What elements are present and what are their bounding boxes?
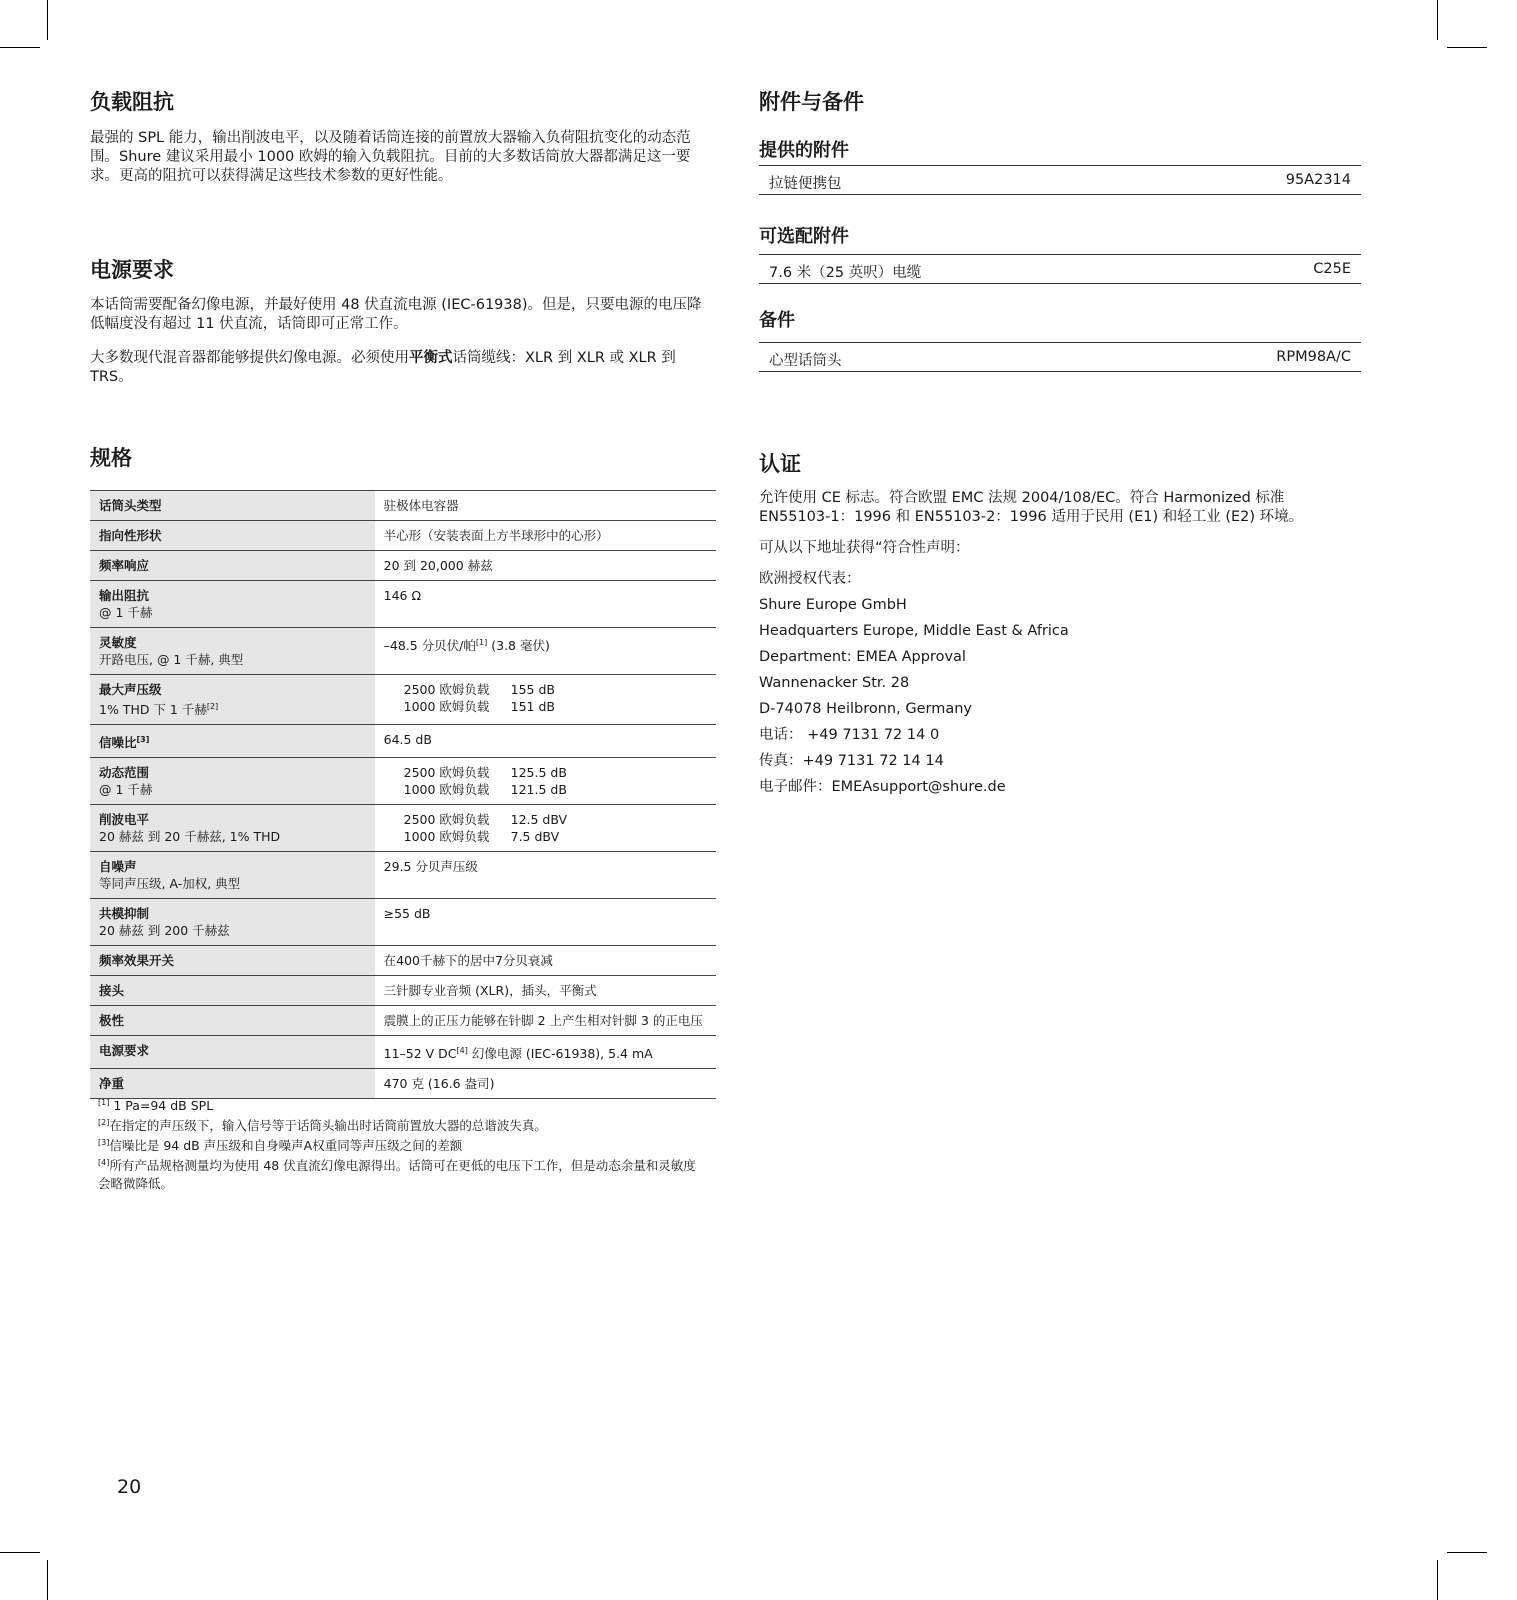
spec-key-cell	[90, 1006, 375, 1036]
spec-value-cell	[375, 491, 716, 521]
load-label: 2500 欧姆负载	[403, 765, 490, 781]
spec-value: 震膜上的正压力能够在针脚 2 上产生相对针脚 3 的正电压	[383, 1013, 703, 1029]
accessory-name: 7.6 米（25 英呎）电缆	[769, 265, 922, 281]
load-value: 121.5 dB	[510, 782, 567, 798]
spec-key	[99, 811, 366, 828]
spec-value-cell	[375, 521, 716, 551]
address-line: 传真：+49 7131 72 14 14	[759, 753, 944, 769]
spec-key	[99, 731, 366, 751]
spec-key	[99, 557, 366, 574]
spec-value: 470 克 (16.6 盎司)	[383, 1076, 495, 1092]
spec-key-text: 动态范围	[99, 765, 150, 781]
spec-key	[99, 681, 366, 698]
spec-value-cell	[375, 725, 716, 758]
spec-key-text: 接头	[99, 983, 125, 999]
spec-key-text: 灵敏度	[99, 635, 137, 650]
spec-key-condition	[99, 781, 366, 798]
accessories-heading: 附件与备件	[759, 90, 864, 114]
spec-key-cell	[90, 521, 375, 551]
spec-key-text: 输出阻抗	[99, 588, 150, 603]
spec-load-row	[384, 811, 707, 828]
spec-value: 驻极体电容器	[383, 498, 459, 513]
spec-key-text: 信噪比	[99, 735, 137, 751]
spec-key	[99, 1075, 366, 1092]
footnote-mark: [3]	[98, 1138, 110, 1148]
spec-value-cell	[375, 976, 716, 1006]
spec-key-cell	[90, 675, 375, 725]
spec-row	[90, 491, 716, 521]
accessory-name: 心型话筒头	[769, 353, 842, 369]
accessory-code: RPM98A/C	[1276, 349, 1351, 365]
crop-mark	[0, 1552, 40, 1553]
spec-row	[90, 946, 716, 976]
footnote-mark: [1]	[98, 1098, 110, 1107]
crop-mark	[1437, 0, 1438, 40]
crop-mark	[47, 1560, 48, 1600]
spec-row	[90, 852, 716, 899]
spec-key-text: 最大声压级	[99, 682, 162, 697]
load-value: 12.5 dBV	[510, 812, 568, 828]
footnote-mark: [4]	[456, 1046, 468, 1056]
spec-value-cell	[375, 628, 716, 675]
spec-value-cell	[375, 852, 716, 899]
accessory-name: 拉链便携包	[769, 176, 842, 192]
spec-key-cell	[90, 946, 375, 976]
spec-value: 半心形（安装表面上方半球形中的心形）	[383, 528, 609, 543]
spec-key-cell	[90, 805, 375, 852]
spec-key-condition-text: @ 1 千赫	[99, 605, 153, 620]
accessory-row	[759, 165, 1361, 195]
footnote-text: 1 Pa=94 dB SPL	[109, 1098, 214, 1114]
parts-heading: 备件	[759, 310, 795, 331]
accessory-row	[759, 254, 1361, 284]
crop-mark	[1447, 47, 1487, 48]
spec-key-text: 极性	[99, 1013, 125, 1029]
spec-row	[90, 628, 716, 675]
power-heading: 电源要求	[90, 258, 174, 282]
spec-load-row	[384, 781, 707, 798]
spec-key-text: 电源要求	[99, 1043, 150, 1059]
power-body-1: 本话筒需要配备幻像电源，并最好使用 48 伏直流电源 (IEC-61938)。但是，只要电源的电压降低幅度没有超过 11 伏直流，话筒即可正常工作。	[90, 297, 702, 332]
power-body-2-post: 话筒缆线：XLR 到 XLR 或 XLR 到 TRS。	[90, 350, 676, 385]
spec-row	[90, 725, 716, 758]
spec-value-cell	[375, 899, 716, 946]
load-impedance-heading: 负载阻抗	[90, 90, 174, 114]
spec-key	[99, 1042, 366, 1059]
spec-key-text: 共模抑制	[99, 906, 150, 922]
spec-key-cell	[90, 1036, 375, 1069]
cert-heading: 认证	[759, 452, 801, 476]
spec-row	[90, 976, 716, 1006]
footnote-mark: [4]	[98, 1158, 110, 1168]
spec-key-cell	[90, 491, 375, 521]
address-line: Wannenacker Str. 28	[759, 675, 910, 691]
spec-row	[90, 758, 716, 805]
footnote-mark: [3]	[136, 735, 150, 745]
cert-body-2: 可从以下地址获得“符合性声明：	[759, 540, 970, 556]
spec-row	[90, 675, 716, 725]
spec-key-text: 自噪声	[99, 859, 137, 875]
spec-value-cell	[375, 581, 716, 628]
spec-value-suffix: 幻像电源 (IEC-61938), 5.4 mA	[467, 1046, 653, 1062]
spec-value: ≥55 dB	[383, 906, 431, 922]
spec-value: 11–52 V DC	[383, 1046, 457, 1062]
accessory-row	[759, 342, 1361, 372]
spec-table	[90, 490, 716, 1099]
address-block	[759, 566, 1359, 800]
spec-row	[90, 899, 716, 946]
spec-key-condition	[99, 875, 366, 892]
address-line: Shure Europe GmbH	[759, 597, 907, 613]
spec-key-condition-text: 开路电压, @ 1 千赫, 典型	[99, 652, 244, 667]
crop-mark	[1437, 1560, 1438, 1600]
spec-key	[99, 634, 366, 651]
accessory-code: C25E	[1313, 261, 1351, 277]
spec-key-condition-text: 1% THD 下 1 千赫	[99, 702, 207, 718]
spec-value: 146 Ω	[383, 588, 422, 603]
address-line: Department: EMEA Approval	[759, 649, 966, 665]
spec-value-suffix: (3.8 毫伏)	[487, 638, 550, 654]
address-line: Headquarters Europe, Middle East & Africa	[759, 623, 1069, 639]
spec-value-cell	[375, 1036, 716, 1069]
spec-key	[99, 527, 366, 544]
power-body-2	[90, 349, 690, 387]
spec-key-cell	[90, 628, 375, 675]
supplied-accessories-heading: 提供的附件	[759, 140, 849, 161]
accessory-code: 95A2314	[1285, 172, 1351, 188]
spec-key	[99, 952, 366, 969]
footnote	[98, 1094, 708, 1114]
spec-row	[90, 521, 716, 551]
spec-key-text: 频率响应	[99, 558, 150, 573]
load-label: 2500 欧姆负载	[403, 812, 490, 828]
spec-load-row	[384, 764, 707, 781]
spec-key-text: 削波电平	[99, 812, 150, 828]
crop-mark	[47, 0, 48, 40]
spec-value-cell	[375, 946, 716, 976]
spec-key-condition-text: @ 1 千赫	[99, 782, 153, 798]
spec-key	[99, 905, 366, 922]
spec-key	[99, 764, 366, 781]
spec-key-cell	[90, 852, 375, 899]
spec-key-text: 话筒头类型	[99, 498, 162, 513]
spec-row	[90, 805, 716, 852]
spec-key-cell	[90, 725, 375, 758]
load-label: 1000 欧姆负载	[403, 699, 490, 714]
spec-load-row	[384, 681, 707, 698]
power-body-2-bold: 平衡式	[409, 350, 453, 366]
spec-key-cell	[90, 551, 375, 581]
spec-row	[90, 551, 716, 581]
spec-key-text: 净重	[99, 1076, 125, 1092]
spec-footnotes	[98, 1094, 708, 1192]
crop-mark	[1447, 1552, 1487, 1553]
load-label: 1000 欧姆负载	[403, 782, 490, 798]
spec-key-condition	[99, 828, 366, 845]
load-value: 125.5 dB	[510, 765, 567, 781]
spec-row	[90, 1036, 716, 1069]
address-line: 电子邮件：EMEAsupport@shure.de	[759, 779, 1006, 795]
footnote-mark: [2]	[98, 1118, 110, 1128]
spec-load-row	[384, 828, 707, 845]
spec-key-condition-text: 等同声压级, A-加权, 典型	[99, 876, 241, 892]
spec-value: 在400千赫下的居中7分贝衰减	[383, 953, 553, 969]
spec-key-condition-text: 20 赫兹 到 20 千赫兹, 1% THD	[99, 829, 281, 845]
load-value: 155 dB	[510, 682, 555, 697]
address-line: 电话： +49 7131 72 14 0	[759, 727, 940, 743]
spec-value: 29.5 分贝声压级	[383, 859, 478, 875]
spec-value: –48.5 分贝伏/帕	[383, 638, 476, 654]
spec-key-condition-text: 20 赫兹 到 200 千赫兹	[99, 923, 230, 939]
spec-value: 20 到 20,000 赫兹	[383, 558, 493, 573]
spec-key-cell	[90, 976, 375, 1006]
spec-key-condition	[99, 698, 366, 718]
spec-key-text: 指向性形状	[99, 528, 162, 543]
spec-value: 三针脚专业音频 (XLR)，插头，平衡式	[383, 983, 597, 999]
footnote	[98, 1114, 708, 1134]
spec-key	[99, 587, 366, 604]
footnote	[98, 1154, 708, 1191]
optional-accessories-heading: 可选配附件	[759, 226, 849, 247]
spec-key-text: 频率效果开关	[99, 953, 175, 969]
load-impedance-body: 最强的 SPL 能力，输出削波电平，以及随着话筒连接的前置放大器输入负荷阻抗变化的动态范围。Shure 建议采用最小 1000 欧姆的输入负载阻抗。目前的大多数话筒放大器都满足这一要求。更高的阻抗可以获得满足这些技术参数的更好性能。	[90, 130, 691, 184]
footnote-text: 在指定的声压级下，输入信号等于话筒头输出时话筒前置放大器的总谐波失真。	[109, 1118, 547, 1134]
spec-key-cell	[90, 899, 375, 946]
footnote-text: 所有产品规格测量均为使用 48 伏直流幻像电源得出。话筒可在更低的电压下工作，但是动态余量和灵敏度会略微降低。	[98, 1158, 696, 1191]
spec-heading: 规格	[90, 446, 132, 470]
spec-value-cell	[375, 551, 716, 581]
spec-row	[90, 581, 716, 628]
cert-section	[759, 489, 1359, 800]
spec-key	[99, 982, 366, 999]
footnote-text: 信噪比是 94 dB 声压级和自身噪声A权重同等声压级之间的差额	[109, 1138, 463, 1154]
footnote	[98, 1134, 708, 1154]
spec-key	[99, 497, 366, 514]
spec-value: 64.5 dB	[383, 732, 432, 748]
address-line: 欧洲授权代表：	[759, 571, 861, 587]
crop-mark	[0, 47, 40, 48]
spec-key-condition	[99, 651, 366, 668]
spec-row	[90, 1006, 716, 1036]
footnote-mark: [2]	[206, 702, 219, 711]
spec-value-cell	[375, 675, 716, 725]
spec-key-cell	[90, 758, 375, 805]
spec-key	[99, 1012, 366, 1029]
spec-key-condition	[99, 922, 366, 939]
spec-load-row	[384, 698, 707, 715]
load-label: 1000 欧姆负载	[403, 829, 490, 845]
page-number: 20	[117, 1476, 142, 1498]
cert-body-1: 允许使用 CE 标志。符合欧盟 EMC 法规 2004/108/EC。符合 Harmonized 标准 EN55103-1：1996 和 EN55103-2：1996 适用于民用 (E1) 和轻工业 (E2) 环境。	[759, 490, 1304, 525]
spec-key	[99, 858, 366, 875]
load-value: 151 dB	[510, 699, 555, 714]
spec-value-cell	[375, 758, 716, 805]
spec-key-condition	[99, 604, 366, 621]
load-label: 2500 欧姆负载	[403, 682, 490, 697]
spec-value-cell	[375, 1006, 716, 1036]
footnote-mark: [1]	[475, 638, 488, 647]
address-line: D-74078 Heilbronn, Germany	[759, 701, 972, 717]
power-body-2-pre: 大多数现代混音器都能够提供幻像电源。必须使用	[90, 350, 409, 366]
spec-key-cell	[90, 581, 375, 628]
spec-value-cell	[375, 805, 716, 852]
load-value: 7.5 dBV	[510, 829, 560, 845]
